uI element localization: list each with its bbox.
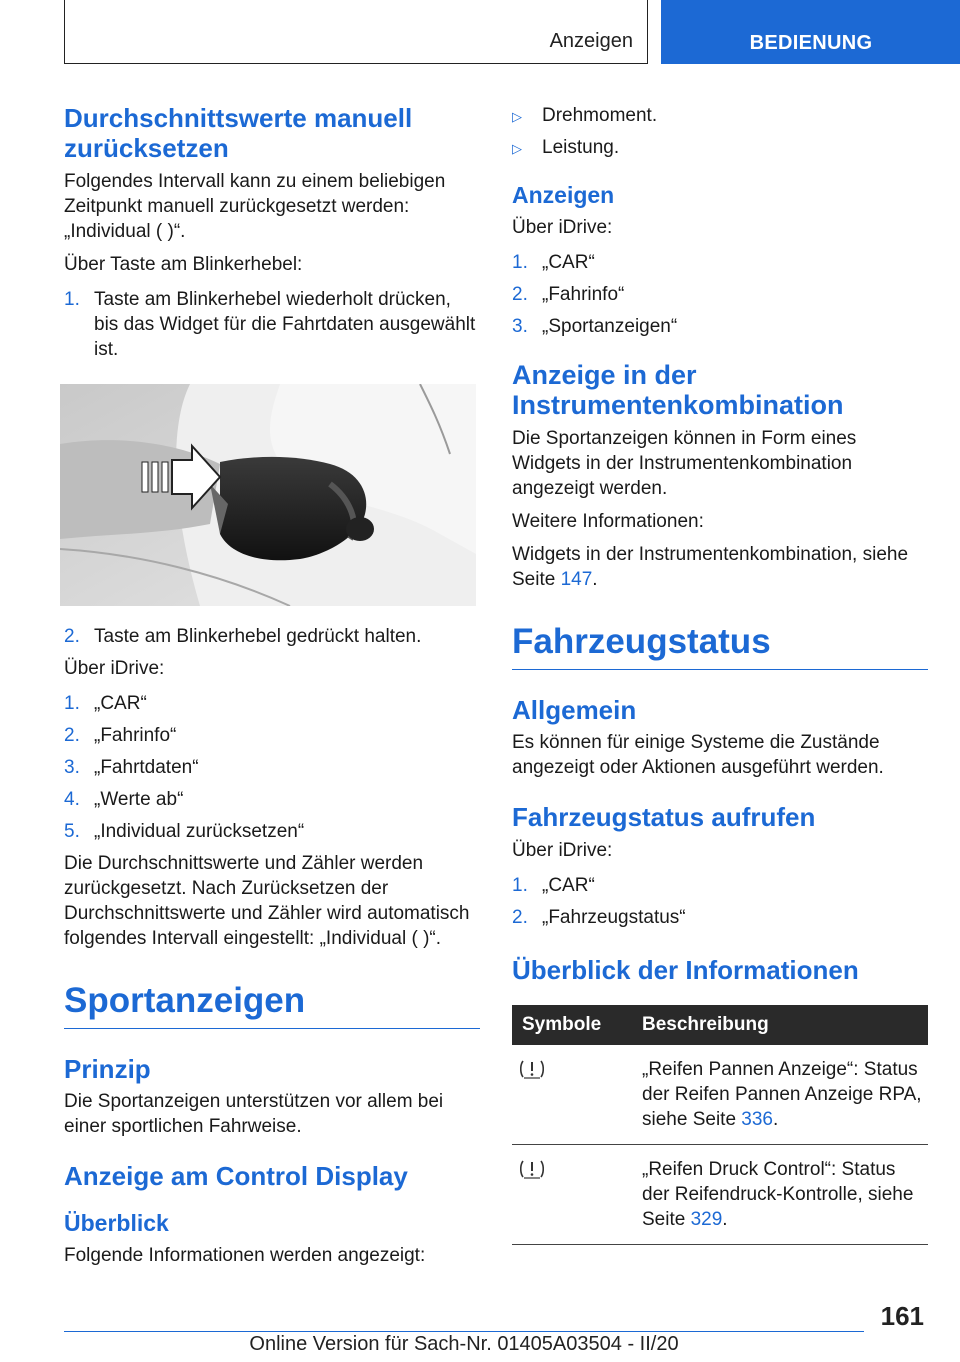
- col-desc: Beschreibung: [632, 1005, 928, 1045]
- list-item: 2. „Fahrinfo“: [64, 725, 177, 746]
- table-row: [512, 1145, 928, 1245]
- heading-allgemein: Allgemein: [512, 695, 637, 725]
- heading-prinzip: Prinzip: [64, 1054, 151, 1084]
- header-section-box: [64, 0, 648, 64]
- list-item: 3. „Sportanzeigen“: [512, 316, 678, 337]
- para-widgets: Widgets in der Instrumentenkombination, siehe Seite 147.: [512, 544, 909, 590]
- header-section-title: Anzeigen: [549, 30, 633, 52]
- list-item: 1. „CAR“: [64, 693, 147, 714]
- info-table: [512, 1005, 928, 1245]
- heading-anzeigen: Anzeigen: [512, 182, 615, 208]
- heading-reset: Durchschnittswerte manuell zurücksetzen: [64, 103, 413, 163]
- heading-instrumentenkombination: Anzeige in der Instrumentenkombination: [512, 360, 844, 420]
- lever-figure: [60, 384, 476, 606]
- para-prinzip: Die Sportanzeigen unterstützen vor allem bei einer sportlichen Fahrweise.: [64, 1091, 444, 1137]
- heading-control-display: Anzeige am Control Display: [64, 1161, 408, 1191]
- list-item: 1. Taste am Blinkerhebel wiederholt drücken, bis das Widget für die Fahrtdaten ausgewählt ist.: [64, 289, 476, 360]
- para-ueberblick: Folgende Informationen werden angezeigt:: [64, 1245, 426, 1266]
- para-idrive: Über iDrive:: [64, 658, 165, 679]
- list-item: ▷ Leistung.: [512, 135, 928, 160]
- footer-divider: [64, 1331, 864, 1332]
- table-row: [512, 1045, 928, 1145]
- list-item: 2. „Fahrinfo“: [512, 284, 625, 305]
- taste-steps-2: [64, 624, 480, 649]
- para-allgemein: Es können für einige Systeme die Zustände angezeigt oder Aktionen ausgeführt werden.: [512, 732, 884, 778]
- left-column: [64, 103, 480, 1268]
- page-number: 161: [880, 1301, 924, 1331]
- list-item: 5. „Individual zurücksetzen“: [64, 821, 305, 842]
- symbol-cell: [512, 1045, 632, 1145]
- page-link-336[interactable]: 336: [741, 1109, 773, 1130]
- para-instr: Die Sportanzeigen können in Form eines Widgets in der Instrumentenkombination angezeigt werden.: [512, 428, 857, 499]
- heading-ueberblick-info: Überblick der Informationen: [512, 955, 859, 985]
- para-reset: Folgendes Intervall kann zu einem beliebigen Zeitpunkt manuell zurückgesetzt werden: „Individual ( )“.: [64, 171, 446, 242]
- para-result: Die Durchschnittswerte und Zähler werden zurückgesetzt. Nach Zurücksetzen der Durchschnittswerte und Zähler wird automatisch folgendes Intervall eingestellt: „Individual ( )“.: [64, 853, 470, 949]
- header-chapter-tab[interactable]: [661, 0, 960, 64]
- page-link-329[interactable]: 329: [690, 1209, 723, 1230]
- col-symbol: Symbole: [512, 1005, 632, 1045]
- heading-fahrzeugstatus: Fahrzeugstatus: [512, 624, 928, 670]
- heading-fz-aufrufen: Fahrzeugstatus aufrufen: [512, 802, 816, 832]
- symbol-cell: [512, 1145, 632, 1245]
- triangle-bullet-icon: ▷: [512, 109, 522, 124]
- desc-cell: „Reifen Druck Control“: Status der Reifendruck-Kontrolle, siehe Seite 329.: [632, 1145, 928, 1245]
- heading-sportanzeigen: Sportanzeigen: [64, 983, 480, 1029]
- list-item: 3. „Fahrtdaten“: [64, 757, 199, 778]
- para-fz-idrive: Über iDrive:: [512, 840, 613, 861]
- list-item: 1. „CAR“: [512, 252, 595, 273]
- table-header-row: [512, 1005, 928, 1045]
- para-taste: Über Taste am Blinkerhebel:: [64, 254, 303, 275]
- right-column: [512, 103, 928, 1245]
- turn-signal-lever-image: [60, 384, 476, 606]
- list-item: 2. Taste am Blinkerhebel gedrückt halten.: [64, 626, 422, 647]
- desc-cell: „Reifen Pannen Anzeige“: Status der Reifen Pannen Anzeige RPA, siehe Seite 336.: [632, 1045, 928, 1145]
- anzeigen-steps: [512, 250, 928, 339]
- tire-pressure-warning-icon: [520, 1159, 544, 1179]
- idrive-steps: [64, 691, 480, 844]
- list-item: 1. „CAR“: [512, 875, 595, 896]
- footer-online-version: Online Version für Sach-Nr. 01405A03504 - II/20: [249, 1333, 679, 1355]
- fz-steps: [512, 873, 928, 930]
- list-item: 4. „Werte ab“: [64, 789, 184, 810]
- page-link-147[interactable]: 147: [560, 569, 593, 590]
- taste-steps: [64, 287, 480, 362]
- list-item: ▷ Drehmoment.: [512, 103, 928, 128]
- triangle-bullet-icon: ▷: [512, 141, 522, 156]
- display-bullets: [512, 103, 928, 160]
- heading-ueberblick: Überblick: [64, 1210, 169, 1236]
- list-item: 2. „Fahrzeugstatus“: [512, 907, 686, 928]
- tire-warning-icon: [520, 1059, 544, 1079]
- para-anzeigen-idrive: Über iDrive:: [512, 217, 613, 238]
- para-weitere: Weitere Informationen:: [512, 511, 704, 532]
- header-chapter-title: BEDIENUNG: [749, 32, 873, 54]
